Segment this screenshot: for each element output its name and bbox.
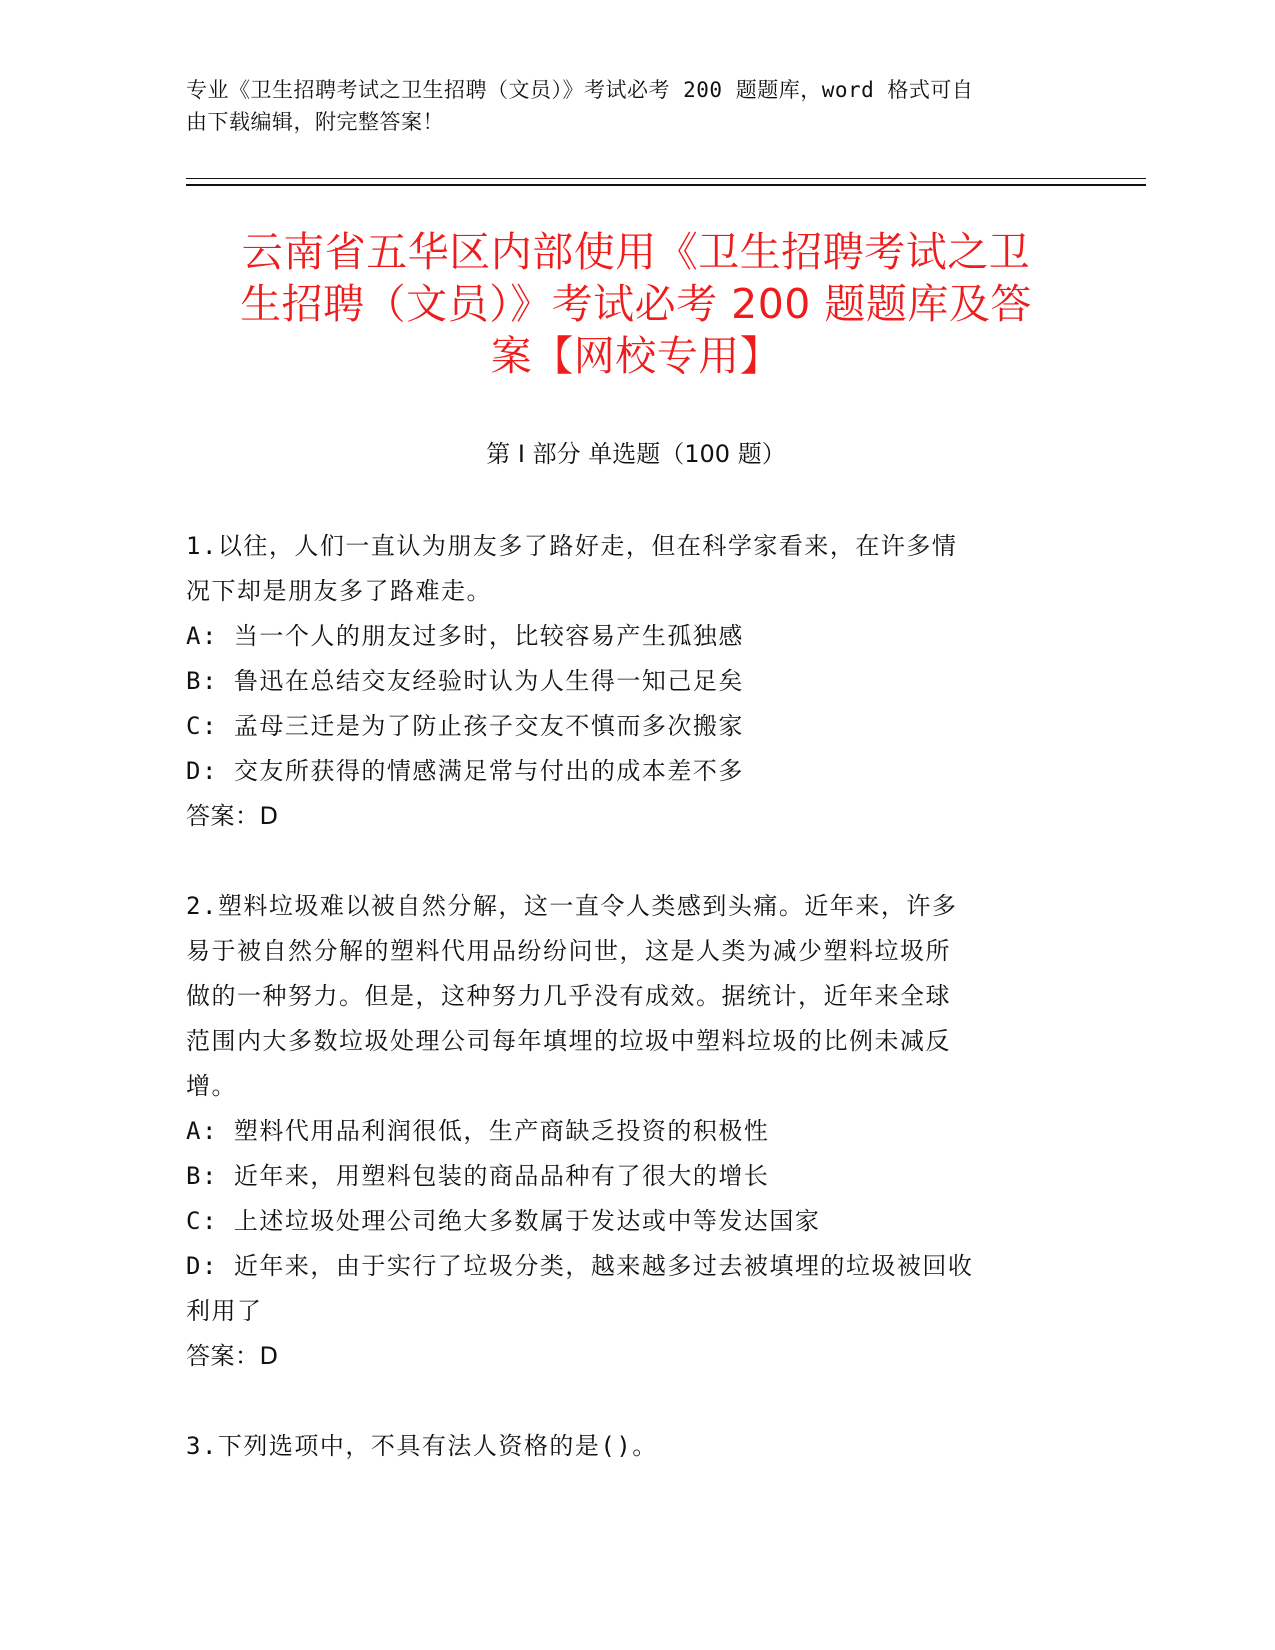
option-d: D: 近年来，由于实行了垃圾分类，越来越多过去被填埋的垃圾被回收 [186,1252,974,1280]
question-stem-line: 易于被自然分解的塑料代用品纷纷问世，这是人类为减少塑料垃圾所 [186,937,951,965]
question-2 [186,884,1066,1379]
question-stem-line: 做的一种努力。但是，这种努力几乎没有成效。据统计，近年来全球 [186,982,951,1010]
question-stem-line: 3.下列选项中，不具有法人资格的是()。 [186,1432,658,1460]
question-stem-line: 增。 [186,1072,237,1100]
option-a: A: 当一个人的朋友过多时，比较容易产生孤独感 [186,622,744,650]
header-divider-thick [186,184,1146,186]
question-stem-line: 况下却是朋友多了路难走。 [186,577,492,605]
question-stem-line: 1.以往，人们一直认为朋友多了路好走，但在科学家看来，在许多情 [186,532,958,560]
question-stem-line: 2.塑料垃圾难以被自然分解，这一直令人类感到头痛。近年来，许多 [186,892,958,920]
header-note [186,74,1076,138]
answer: 答案：D [186,1342,279,1370]
header-note-line: 专业《卫生招聘考试之卫生招聘（文员）》考试必考 200 题题库，word 格式可自 [186,78,974,102]
document-title-line: 生招聘（文员）》考试必考 200 题题库及答 [240,280,1032,328]
header-note-line: 由下载编辑，附完整答案！ [186,110,444,134]
question-3 [186,1424,1066,1469]
question-list [186,524,1066,1514]
header-divider-thin [186,178,1146,179]
document-title-line: 云南省五华区内部使用《卫生招聘考试之卫 [241,228,1031,276]
document-title [186,226,1086,382]
question-stem-line: 范围内大多数垃圾处理公司每年填埋的垃圾中塑料垃圾的比例未减反 [186,1027,951,1055]
answer: 答案：D [186,802,279,830]
section-heading: 第 I 部分 单选题（100 题） [486,440,786,468]
option-a: A: 塑料代用品利润很低，生产商缺乏投资的积极性 [186,1117,770,1145]
question-1 [186,524,1066,839]
option-c: C: 上述垃圾处理公司绝大多数属于发达或中等发达国家 [186,1207,821,1235]
option-c: C: 孟母三迁是为了防止孩子交友不慎而多次搬家 [186,712,744,740]
option-d-continuation: 利用了 [186,1297,263,1325]
document-title-line: 案【网校专用】 [490,332,782,380]
option-d: D: 交友所获得的情感满足常与付出的成本差不多 [186,757,744,785]
option-b: B: 鲁迅在总结交友经验时认为人生得一知己足矣 [186,667,744,695]
option-b: B: 近年来，用塑料包装的商品品种有了很大的增长 [186,1162,770,1190]
